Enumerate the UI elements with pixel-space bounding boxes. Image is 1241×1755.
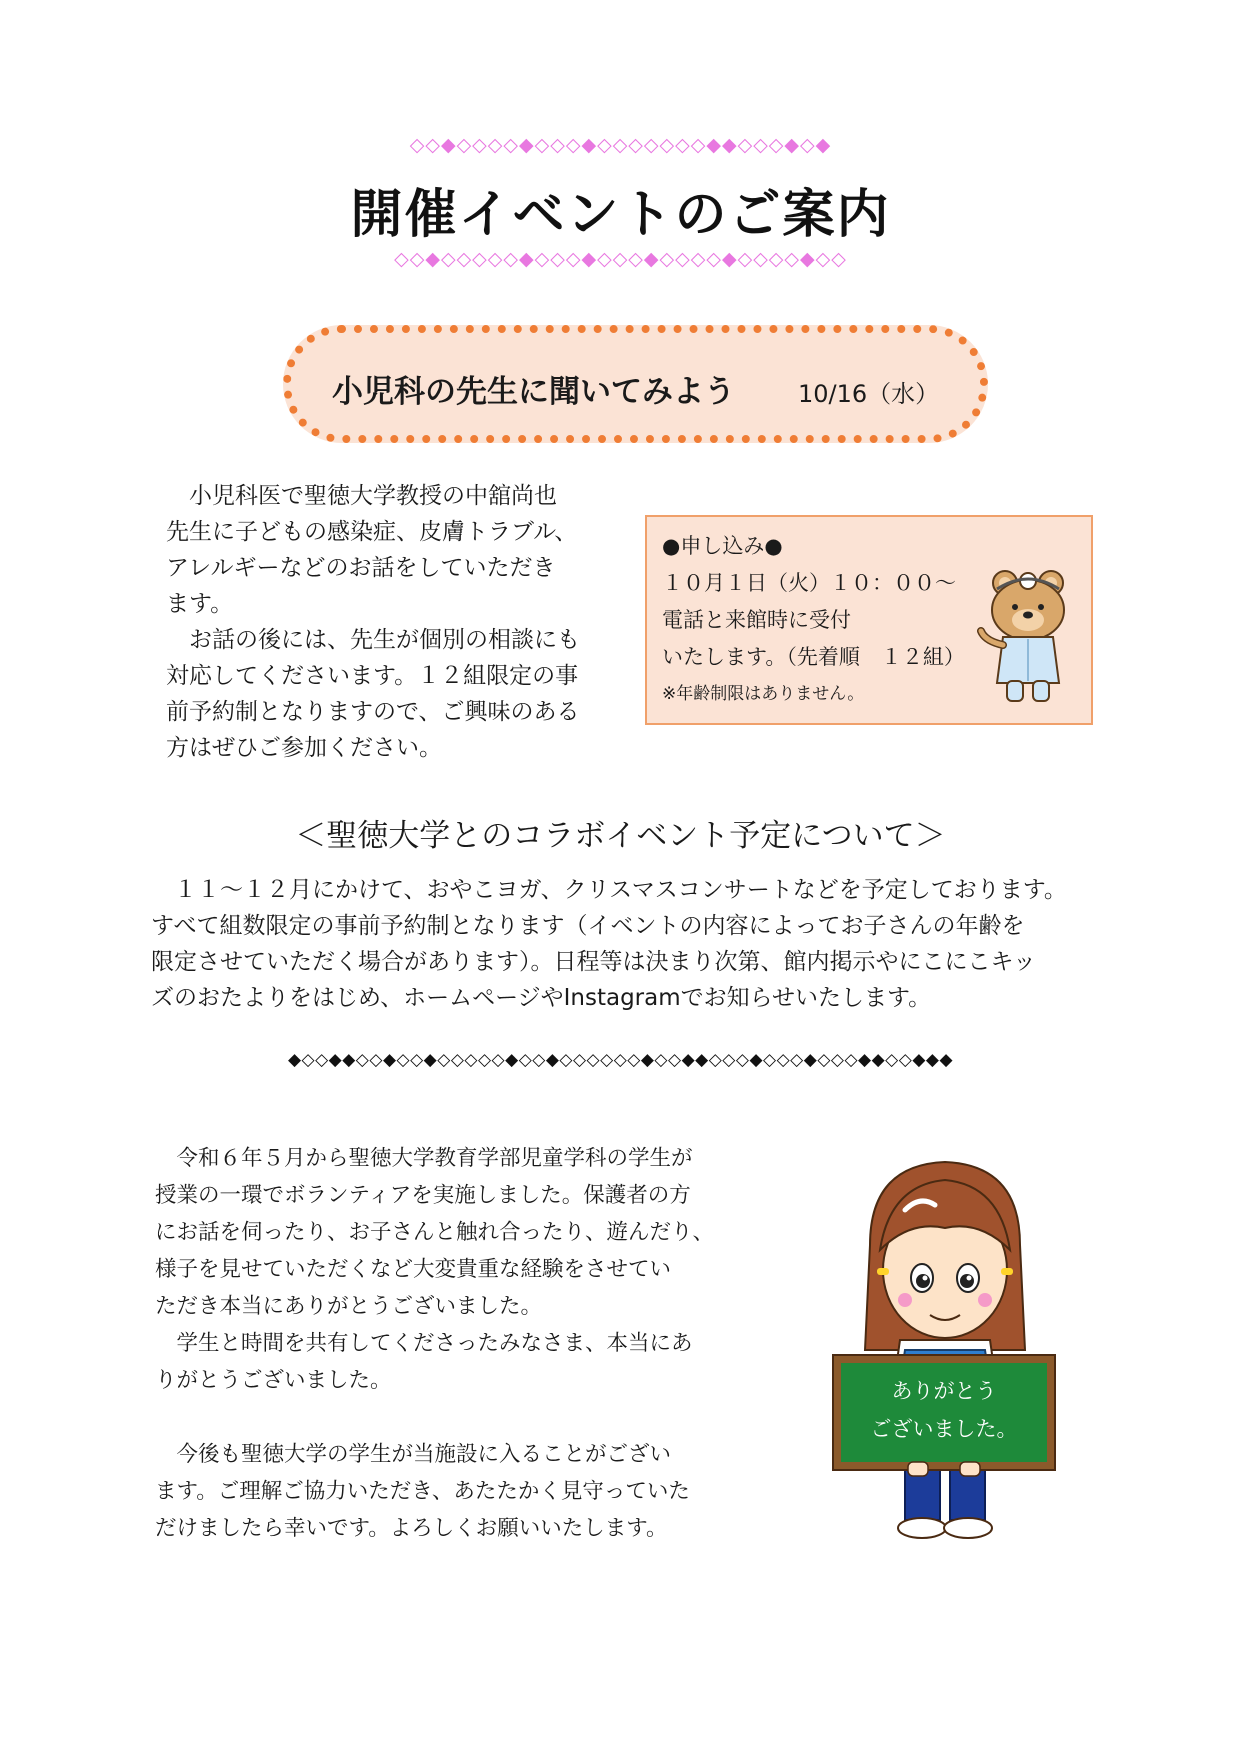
volunteer-line: ただき本当にありがとうございました。 — [155, 1294, 543, 1319]
volunteer-line: にお話を伺ったり、お子さんと触れ合ったり、遊んだり、 — [155, 1220, 715, 1245]
event-description-line: 先生に子どもの感染症、皮膚トラブル、 — [166, 519, 578, 545]
event-date: 10/16（水） — [798, 380, 940, 408]
decorative-diamond-row-bottom: ◇◇◆◇◇◇◇◇◆◇◇◇◆◇◇◇◆◇◇◇◇◆◇◇◇◇◆◇◇ — [394, 248, 847, 270]
event-description-line: 方はぜひご参加ください。 — [166, 735, 442, 761]
collab-line: １１～１２月にかけて、おやこヨガ、クリスマスコンサートなどを予定しております。 — [174, 877, 1067, 903]
volunteer-line: 授業の一環でボランティアを実施しました。保護者の方 — [155, 1183, 691, 1208]
bear-doctor-illustration — [975, 565, 1085, 710]
chalkboard-message — [841, 1372, 1047, 1448]
student-illustration — [830, 1150, 1060, 1555]
event-description — [166, 478, 616, 766]
collab-description — [151, 872, 1131, 1016]
diamond-divider: ◆◇◇◆◆◇◇◆◇◇◆◇◇◇◇◇◆◇◇◆◇◇◇◇◇◇◆◇◇◆◆◇◇◇◆◇◇◇◆◇◇◇◆◆◇◇◆◆◆ — [287, 1050, 954, 1070]
volunteer-line: 学生と時間を共有してくださったみなさま、本当にあ — [176, 1331, 693, 1356]
application-order: いたします。（先着順 １２組） — [662, 645, 965, 669]
page-title: 開催イベントのご案内 — [350, 185, 891, 245]
application-method: 電話と来館時に受付 — [662, 608, 851, 632]
collab-line: 限定させていただく場合があります）。日程等は決まり次第、館内掲示やにこにこキッ — [151, 949, 1037, 975]
event-description-line: お話の後には、先生が個別の相談にも — [189, 627, 580, 653]
event-description-line: ます。 — [166, 591, 234, 617]
chalkboard-line: ございました。 — [870, 1417, 1018, 1441]
volunteer-line: ます。ご理解ご協力いただき、あたたかく見守っていた — [155, 1479, 690, 1504]
decorative-diamond-row-top: ◇◇◆◇◇◇◇◆◇◇◇◆◇◇◇◇◇◇◇◆◆◇◇◇◆◇◆ — [409, 134, 832, 156]
volunteer-line: 令和６年５月から聖徳大学教育学部児童学科の学生が — [176, 1146, 693, 1171]
volunteer-line: 様子を見せていただくなど大変貴重な経験をさせてい — [155, 1257, 672, 1282]
volunteer-line: だけましたら幸いです。よろしくお願いいたします。 — [155, 1516, 668, 1541]
event-description-line: アレルギーなどのお話をしていただき — [166, 555, 556, 581]
volunteer-message — [155, 1140, 725, 1547]
collab-line: すべて組数限定の事前予約制となります（イベントの内容によってお子さんの年齢を — [151, 913, 1025, 939]
event-description-line: 前予約制となりますので、ご興味のある — [166, 699, 580, 725]
event-description-line: 対応してくださいます。１２組限定の事 — [166, 663, 579, 689]
application-date: １０月１日（火）１０：００～ — [662, 571, 956, 595]
event-title: 小児科の先生に聞いてみよう — [332, 374, 735, 410]
application-note: ※年齢制限はありません。 — [662, 684, 865, 704]
application-details — [662, 528, 965, 713]
collab-line: ズのおたよりをはじめ、ホームページやInstagramでお知らせいたします。 — [151, 985, 932, 1011]
volunteer-line: 今後も聖徳大学の学生が当施設に入ることがござい — [176, 1442, 672, 1467]
chalkboard-line: ありがとう — [891, 1379, 997, 1403]
volunteer-line: りがとうございました。 — [155, 1368, 392, 1393]
collab-heading: ＜聖徳大学とのコラボイベント予定について＞ — [295, 818, 946, 854]
event-description-line: 小児科医で聖徳大学教授の中舘尚也 — [189, 483, 557, 509]
application-heading: ●申し込み● — [662, 534, 783, 558]
